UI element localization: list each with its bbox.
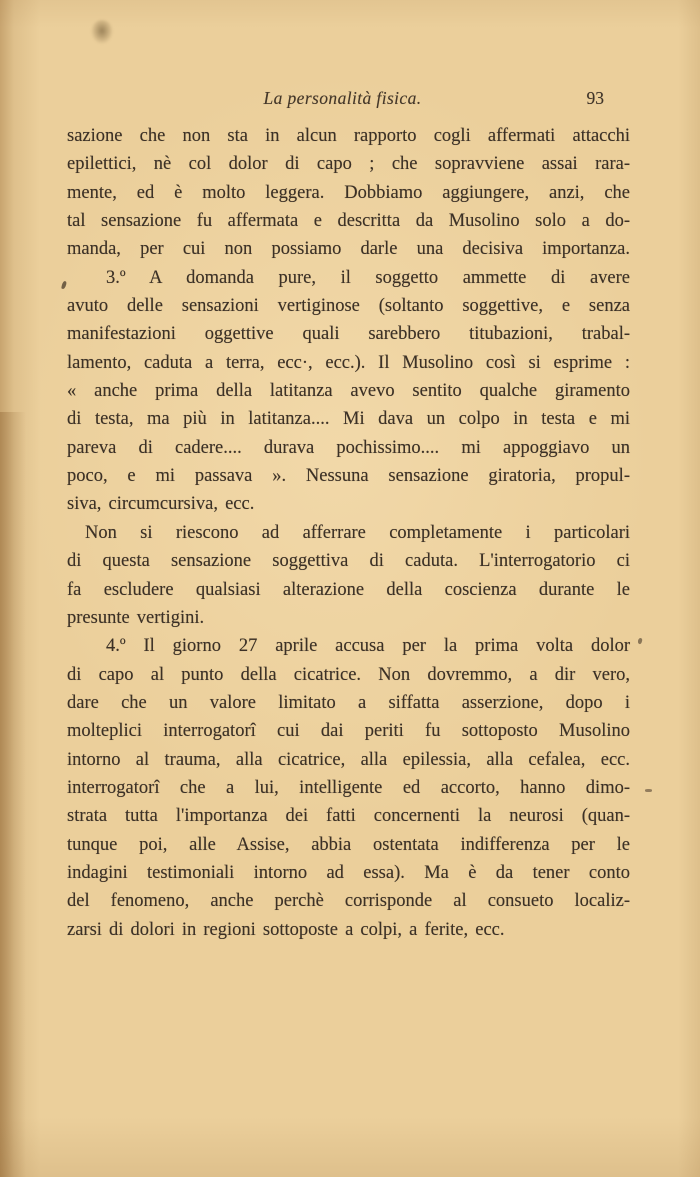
text-line: dare che un valore limitato a siffatta asserzione, dopo i [67,692,630,713]
text-line: di capo al punto della cicatrice. Non dovremmo, a dir vero, [67,664,630,685]
text-line: strata tutta l'importanza dei fatti concernenti la neurosi (quan- [67,806,630,827]
text-line: zarsi di dolori in regioni sottoposte a colpi, a ferite, ecc. [67,919,505,940]
page-number: 93 [586,88,604,108]
text-line: manifestazioni oggettive quali sarebbero titubazioni, trabal- [67,324,630,345]
text-line: interrogatorî che a lui, intelligente ed accorto, hanno dimo- [67,777,630,798]
text-line: 4.º Il giorno 27 aprile accusa per la prima volta dolor [106,636,630,657]
text-line: di testa, ma più in latitanza.... Mi dava un colpo in testa e mi [67,409,630,430]
text-line: sazione che non sta in alcun rapporto cogli affermati attacchi [67,126,630,146]
text-line: siva, circumcursiva, ecc. [67,494,255,515]
text-line: 3.º A domanda pure, il soggetto ammette di avere [106,267,630,288]
text-line: Non si riescono ad afferrare completamente i particolari [85,522,630,543]
text-line: tal sensazione fu affermata e descritta da Musolino solo a do- [67,211,630,232]
text-line: di questa sensazione soggettiva di caduta. L'interrogatorio ci [67,551,630,572]
running-title: La personalità fisica. [263,88,422,108]
text-line: poco, e mi passava ». Nessuna sensazione giratoria, propul- [67,466,630,487]
text-line: intorno al trauma, alla cicatrice, alla epilessia, alla cefalea, ecc. [67,749,630,770]
text-line: lamento, caduta a terra, ecc·, ecc.). Il Musolino così si esprime : [67,352,630,373]
text-line: tunque poi, alle Assise, abbia ostentata indifferenza per le [67,834,630,855]
text-line: manda, per cui non possiamo darle una decisiva importanza. [67,239,630,260]
text-line: pareva di cadere.... durava pochissimo.... mi appoggiavo un [67,437,630,458]
text-line: mente, ed è molto leggera. Dobbiamo aggiungere, anzi, che [67,182,630,203]
page-header [67,84,630,112]
page-body [67,122,630,944]
text-line: fa escludere qualsiasi alterazione della coscienza durante le [67,579,630,600]
text-line: molteplici interrogatorî cui dai periti fu sottoposto Musolino [67,721,630,742]
margin-speck [645,789,652,792]
text-line: del fenomeno, anche perchè corrisponde al consueto localiz- [67,891,630,912]
text-line: presunte vertigini. [67,607,205,628]
text-line: avuto delle sensazioni vertiginose (soltanto soggettive, e senza [67,296,630,317]
margin-speck [637,637,643,644]
text-line: epilettici, nè col dolor di capo ; che sopravviene assai rara- [67,154,630,175]
text-line: « anche prima della latitanza avevo sentito qualche giramento [67,381,630,402]
text-line: indagini testimoniali intorno ad essa). Ma è da tener conto [67,862,630,883]
ink-smudge [91,20,113,44]
stray-ink-mark [61,281,66,290]
